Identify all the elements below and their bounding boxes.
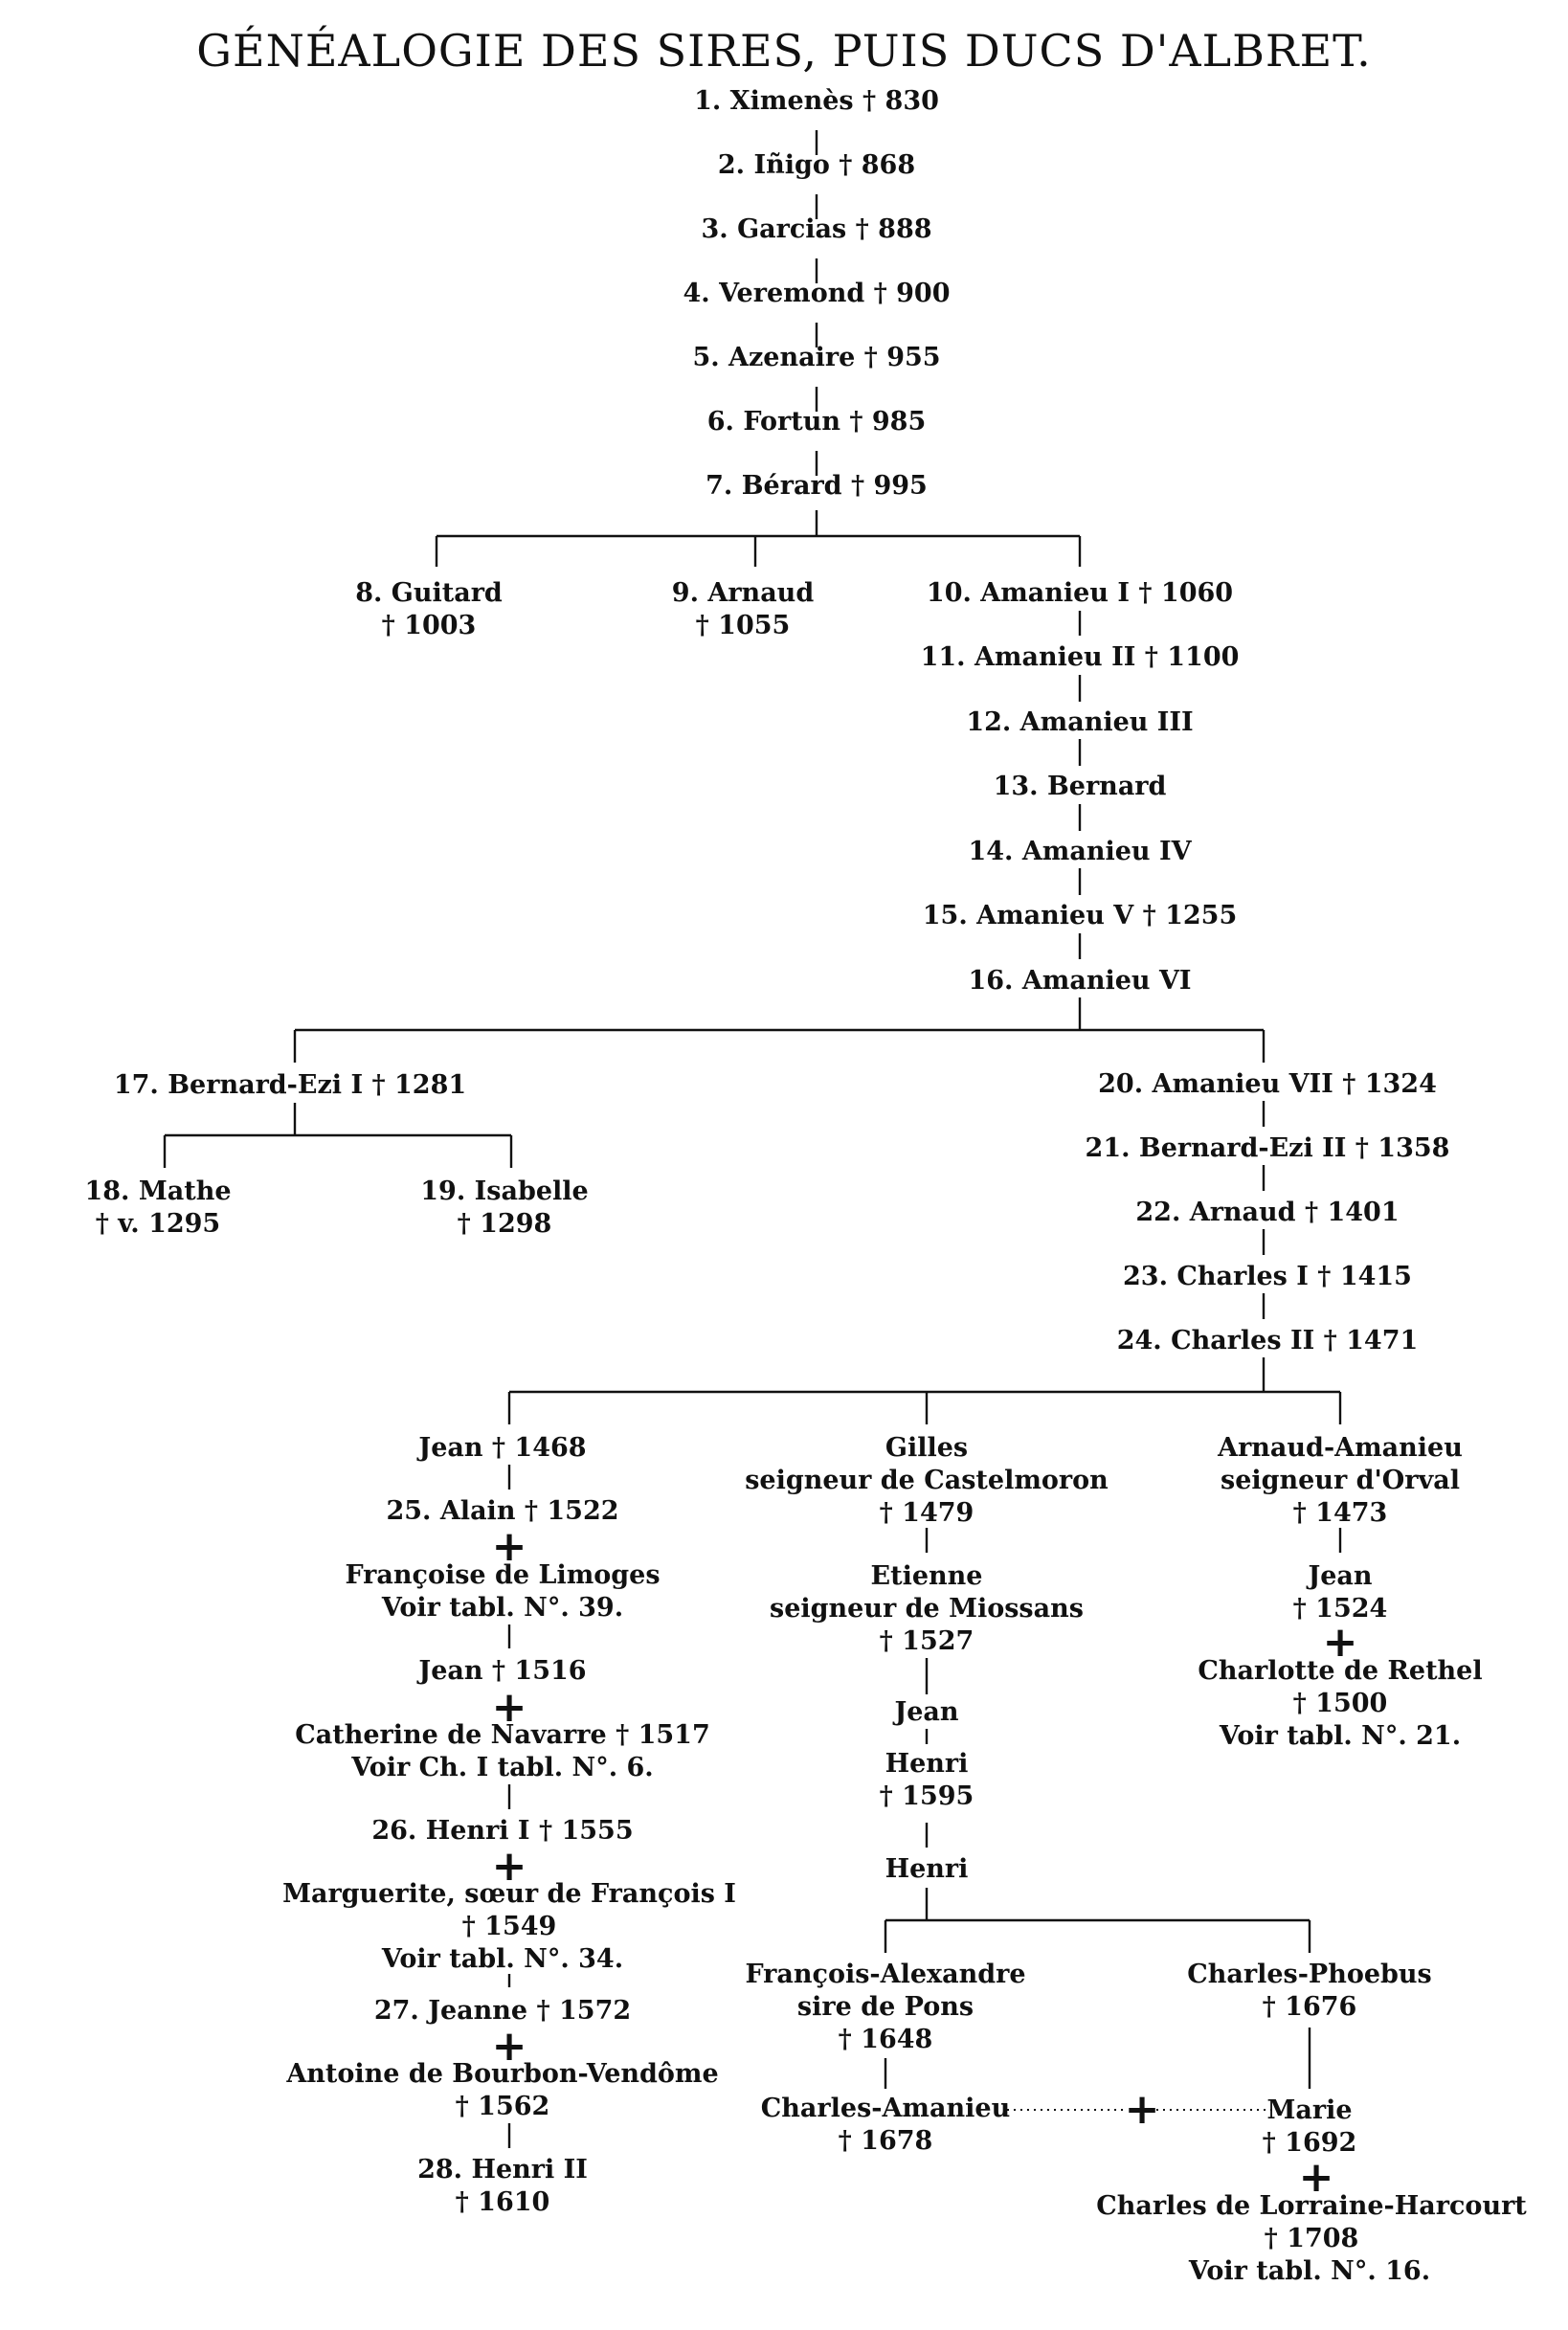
name-line: Arnaud-Amanieu <box>1218 1433 1463 1463</box>
marriage-symbol: + <box>491 1842 527 1891</box>
name-line: † v. 1295 <box>95 1209 221 1239</box>
name-line: 8. Guitard <box>355 578 503 608</box>
person-amanieu-7 <box>1098 1068 1437 1101</box>
name-line: Jean <box>894 1697 959 1727</box>
name-line: seigneur de Castelmoron <box>745 1466 1109 1495</box>
person-arnaud-1055 <box>672 577 814 642</box>
name-line: Voir Ch. I tabl. N°. 6. <box>351 1753 654 1782</box>
name-line: Voir tabl. N°. 34. <box>381 1944 624 1974</box>
name-line: sire de Pons <box>796 1992 974 2022</box>
name-line: † 1549 <box>461 1912 557 1941</box>
name-line: 11. Amanieu II † 1100 <box>920 642 1240 672</box>
name-line: Henri <box>885 1854 969 1884</box>
person-charles-phoebus <box>1187 1959 1432 2024</box>
name-line: 24. Charles II † 1471 <box>1116 1326 1419 1355</box>
person-jean-1468 <box>418 1432 586 1465</box>
name-line: Henri <box>885 1749 969 1779</box>
name-line: Gilles <box>885 1433 969 1463</box>
name-line: 21. Bernard-Ezi II † 1358 <box>1085 1133 1450 1163</box>
table-reference <box>351 1752 653 1784</box>
name-line: † 1676 <box>1262 1992 1357 2022</box>
marriage-symbol: + <box>491 2022 527 2071</box>
marriage-symbol: + <box>1124 2085 1160 2134</box>
person-marguerite <box>282 1878 736 1943</box>
name-line: 19. Isabelle <box>420 1176 589 1206</box>
name-line: Catherine de Navarre † 1517 <box>295 1720 710 1750</box>
marriage-symbol: + <box>491 1522 527 1571</box>
table-reference <box>382 1592 623 1624</box>
person-arnaud-1401 <box>1135 1197 1399 1229</box>
person-jean-castelmoron <box>894 1696 958 1729</box>
name-line: † 1692 <box>1262 2128 1357 2158</box>
name-line: seigneur d'Orval <box>1221 1466 1460 1495</box>
person-inigo <box>718 149 915 182</box>
person-charles-1 <box>1123 1261 1412 1293</box>
person-bernard-ezi-2 <box>1086 1132 1450 1165</box>
person-charles-de-lorraine <box>1096 2190 1527 2255</box>
name-line: † 1298 <box>457 1209 552 1239</box>
person-arnaud-amanieu <box>1218 1432 1463 1530</box>
name-line: † 1473 <box>1292 1498 1388 1528</box>
person-bernard-ezi-1 <box>114 1069 466 1102</box>
name-line: Voir tabl. N°. 21. <box>1219 1721 1462 1751</box>
person-etienne <box>770 1560 1084 1658</box>
name-line: 7. Bérard † 995 <box>706 471 928 501</box>
name-line: † 1610 <box>455 2187 550 2217</box>
name-line: 6. Fortun † 985 <box>706 407 927 437</box>
person-henri-castelmoron <box>885 1853 969 1886</box>
marriage-symbol: + <box>1322 1618 1358 1667</box>
person-catherine-de-navarre <box>295 1719 709 1752</box>
name-line: 14. Amanieu IV <box>968 837 1192 866</box>
name-line: Charles-Amanieu <box>760 2094 1011 2123</box>
name-line: 17. Bernard-Ezi I † 1281 <box>113 1070 467 1100</box>
name-line: 22. Arnaud † 1401 <box>1135 1198 1400 1227</box>
name-line: François-Alexandre <box>745 1960 1026 1989</box>
person-fortun <box>707 406 927 438</box>
name-line: 13. Bernard <box>993 772 1167 801</box>
name-line: † 1708 <box>1264 2224 1359 2253</box>
marriage-symbol: + <box>491 1683 527 1732</box>
name-line: Etienne <box>870 1561 983 1591</box>
person-charles-amanieu <box>761 2093 1010 2158</box>
table-reference <box>1189 2255 1430 2288</box>
name-line: 3. Garcias † 888 <box>701 214 932 244</box>
name-line: 1. Ximenès † 830 <box>694 86 939 116</box>
person-azenaire <box>692 342 940 374</box>
name-line: 23. Charles I † 1415 <box>1123 1262 1412 1291</box>
person-amanieu-5 <box>923 900 1238 932</box>
name-line: Charlotte de Rethel <box>1198 1656 1483 1686</box>
person-francoise-de-limoges <box>345 1559 660 1592</box>
name-line: Voir tabl. N°. 39. <box>381 1593 624 1623</box>
person-garcias <box>701 213 931 246</box>
person-mathe <box>84 1176 231 1241</box>
person-henri-1595 <box>880 1748 974 1813</box>
name-line: 27. Jeanne † 1572 <box>373 1996 632 2026</box>
person-isabelle <box>420 1176 588 1241</box>
name-line: 15. Amanieu V † 1255 <box>922 901 1238 930</box>
person-henri-2 <box>417 2154 588 2219</box>
name-line: Charles de Lorraine-Harcourt <box>1096 2191 1527 2221</box>
name-line: 4. Veremond † 900 <box>683 279 951 308</box>
person-amanieu-6 <box>968 965 1191 997</box>
chart-title: GÉNÉALOGIE DES SIRES, PUIS DUCS D'ALBRET. <box>196 25 1372 77</box>
name-line: 16. Amanieu VI <box>968 966 1192 996</box>
name-line: Voir tabl. N°. 16. <box>1188 2256 1431 2286</box>
person-amanieu-2 <box>921 641 1240 674</box>
name-line: † 1500 <box>1292 1689 1388 1718</box>
name-line: Jean † 1468 <box>418 1433 587 1463</box>
name-line: 28. Henri II <box>417 2155 588 2184</box>
name-line: Françoise de Limoges <box>345 1560 661 1590</box>
name-line: Charles-Phoebus <box>1187 1960 1432 1989</box>
name-line: Marie <box>1266 2095 1353 2125</box>
person-antoine-de-bourbon <box>286 2058 718 2123</box>
person-marie <box>1263 2095 1357 2160</box>
name-line: † 1527 <box>879 1626 974 1656</box>
person-amanieu-4 <box>968 836 1191 868</box>
person-bernard <box>994 771 1167 803</box>
name-line: Antoine de Bourbon-Vendôme <box>286 2059 719 2089</box>
person-guitard <box>355 577 503 642</box>
name-line: † 1648 <box>838 2025 933 2054</box>
name-line: † 1479 <box>879 1498 974 1528</box>
name-line: 25. Alain † 1522 <box>386 1496 619 1526</box>
table-reference <box>1220 1720 1461 1753</box>
name-line: † 1595 <box>879 1781 974 1811</box>
person-ximenes <box>694 85 939 118</box>
name-line: 9. Arnaud <box>671 578 815 608</box>
person-francois-alexandre <box>745 1959 1025 2056</box>
person-veremond <box>683 278 950 310</box>
name-line: 5. Azenaire † 955 <box>692 343 941 372</box>
person-berard <box>706 470 928 503</box>
person-charlotte-de-rethel <box>1198 1655 1482 1720</box>
marriage-symbol: + <box>1298 2153 1334 2202</box>
name-line: † 1562 <box>455 2092 550 2121</box>
name-line: 12. Amanieu III <box>966 707 1194 737</box>
name-line: 20. Amanieu VII † 1324 <box>1098 1069 1437 1099</box>
name-line: Jean <box>1308 1561 1373 1591</box>
name-line: † 1524 <box>1292 1594 1388 1624</box>
name-line: 18. Mathe <box>84 1176 232 1206</box>
person-gilles <box>745 1432 1109 1530</box>
name-line: Marguerite, sœur de François I <box>282 1879 736 1909</box>
name-line: seigneur de Miossans <box>770 1594 1084 1624</box>
person-amanieu-3 <box>966 706 1193 739</box>
name-line: † 1055 <box>695 611 791 640</box>
name-line: † 1678 <box>838 2126 933 2156</box>
name-line: 10. Amanieu I † 1060 <box>926 578 1234 608</box>
name-line: 26. Henri I † 1555 <box>371 1816 634 1846</box>
name-line: Jean † 1516 <box>418 1656 587 1686</box>
person-amanieu-1 <box>927 577 1233 610</box>
name-line: 2. Iñigo † 868 <box>717 150 916 180</box>
name-line: † 1003 <box>381 611 477 640</box>
person-jean-1524 <box>1293 1560 1388 1625</box>
table-reference <box>382 1943 623 1976</box>
person-charles-2 <box>1117 1325 1419 1357</box>
